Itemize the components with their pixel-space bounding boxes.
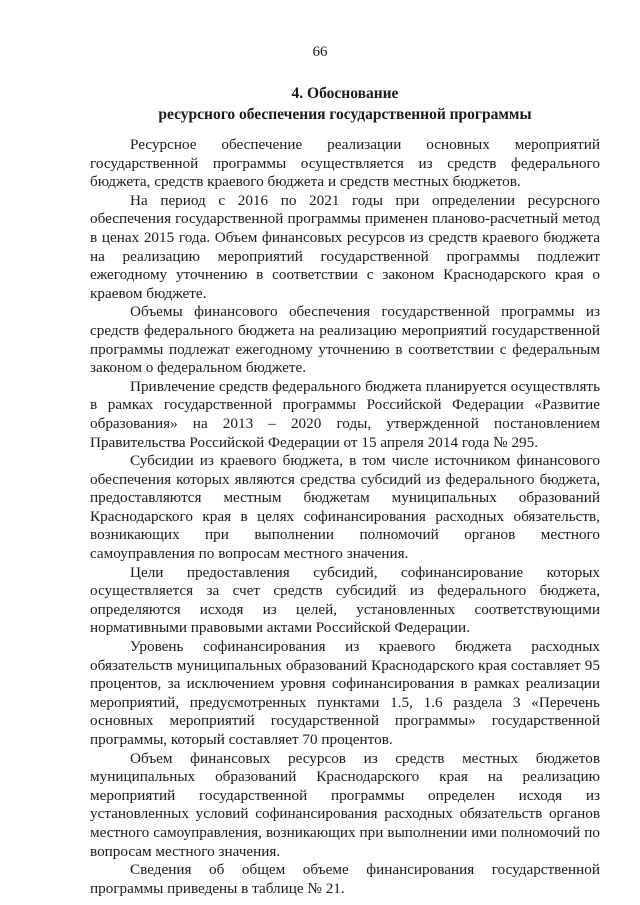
section-heading-line-2: ресурсного обеспечения государственной программы [158,106,532,123]
paragraph: Уровень софинансирования из краевого бюджета расходных обязательств муниципальных образований Краснодарского края составляет 95 процентов, за исключением уровня софинансирования в рамках реализации мероприятий, предусмотренных пунктами 1.5, 1.6 раздела 3 «Перечень основных мероприятий государственной программы» государственной программы, который составляет 70 процентов. [90,638,600,748]
paragraph: Привлечение средств федерального бюджета планируется осуществлять в рамках государственной программы Российской Федерации «Развитие образования» на 2013 – 2020 годы, утвержденной постановлением Правительства Российской Федерации от 15 апреля 2014 года № 295. [90,377,600,451]
section-heading-line-1: 4. Обоснование [291,85,399,102]
paragraph: Субсидии из краевого бюджета, в том числе источником финансового обеспечения которых являются средства субсидий из федерального бюджета, предоставляются местным бюджетам муниципальных образований Краснодарского края в целях софинансирования расходных обязательств, возникающих при выполнении полномочий органов местного самоуправления по вопросам местного значения. [90,452,600,563]
page-number: 66 [312,44,328,60]
paragraph: Объем финансовых ресурсов из средств местных бюджетов муниципальных образований Краснодарского края на реализацию мероприятий государственной программы определен исходя из установленных условий софинансирования расходных обязательств органов местного самоуправления, возникающих при выполнении ими полномочий по вопросам местного значения. [90,749,600,860]
paragraph: Сведения об общем объеме финансирования государственной программы приведены в таблице № 21. [90,861,600,897]
section-body [90,136,600,898]
paragraph: Цели предоставления субсидий, софинансирование которых осуществляется за счет средств субсидий из федерального бюджета, определяются исходя из целей, установленных соответствующими нормативными правовыми актами Российской Федерации. [90,563,600,637]
paragraph: Ресурсное обеспечение реализации основных мероприятий государственной программы осуществляется из средств федерального бюджета, средств краевого бюджета и средств местных бюджетов. [90,136,600,191]
paragraph: Объемы финансового обеспечения государственной программы из средств федерального бюджета на реализацию мероприятий государственной программы подлежат ежегодному уточнению в соответствии с федеральным законом о федеральном бюджете. [90,303,600,377]
section-heading [90,83,600,125]
paragraph: На период с 2016 по 2021 годы при определении ресурсного обеспечения государственной программы применен планово-расчетный метод в ценах 2015 года. Объем финансовых ресурсов из средств краевого бюджета на реализацию мероприятий государственной программы подлежит ежегодному уточнению в соответствии с законом Краснодарского края о краевом бюджете. [90,191,600,302]
